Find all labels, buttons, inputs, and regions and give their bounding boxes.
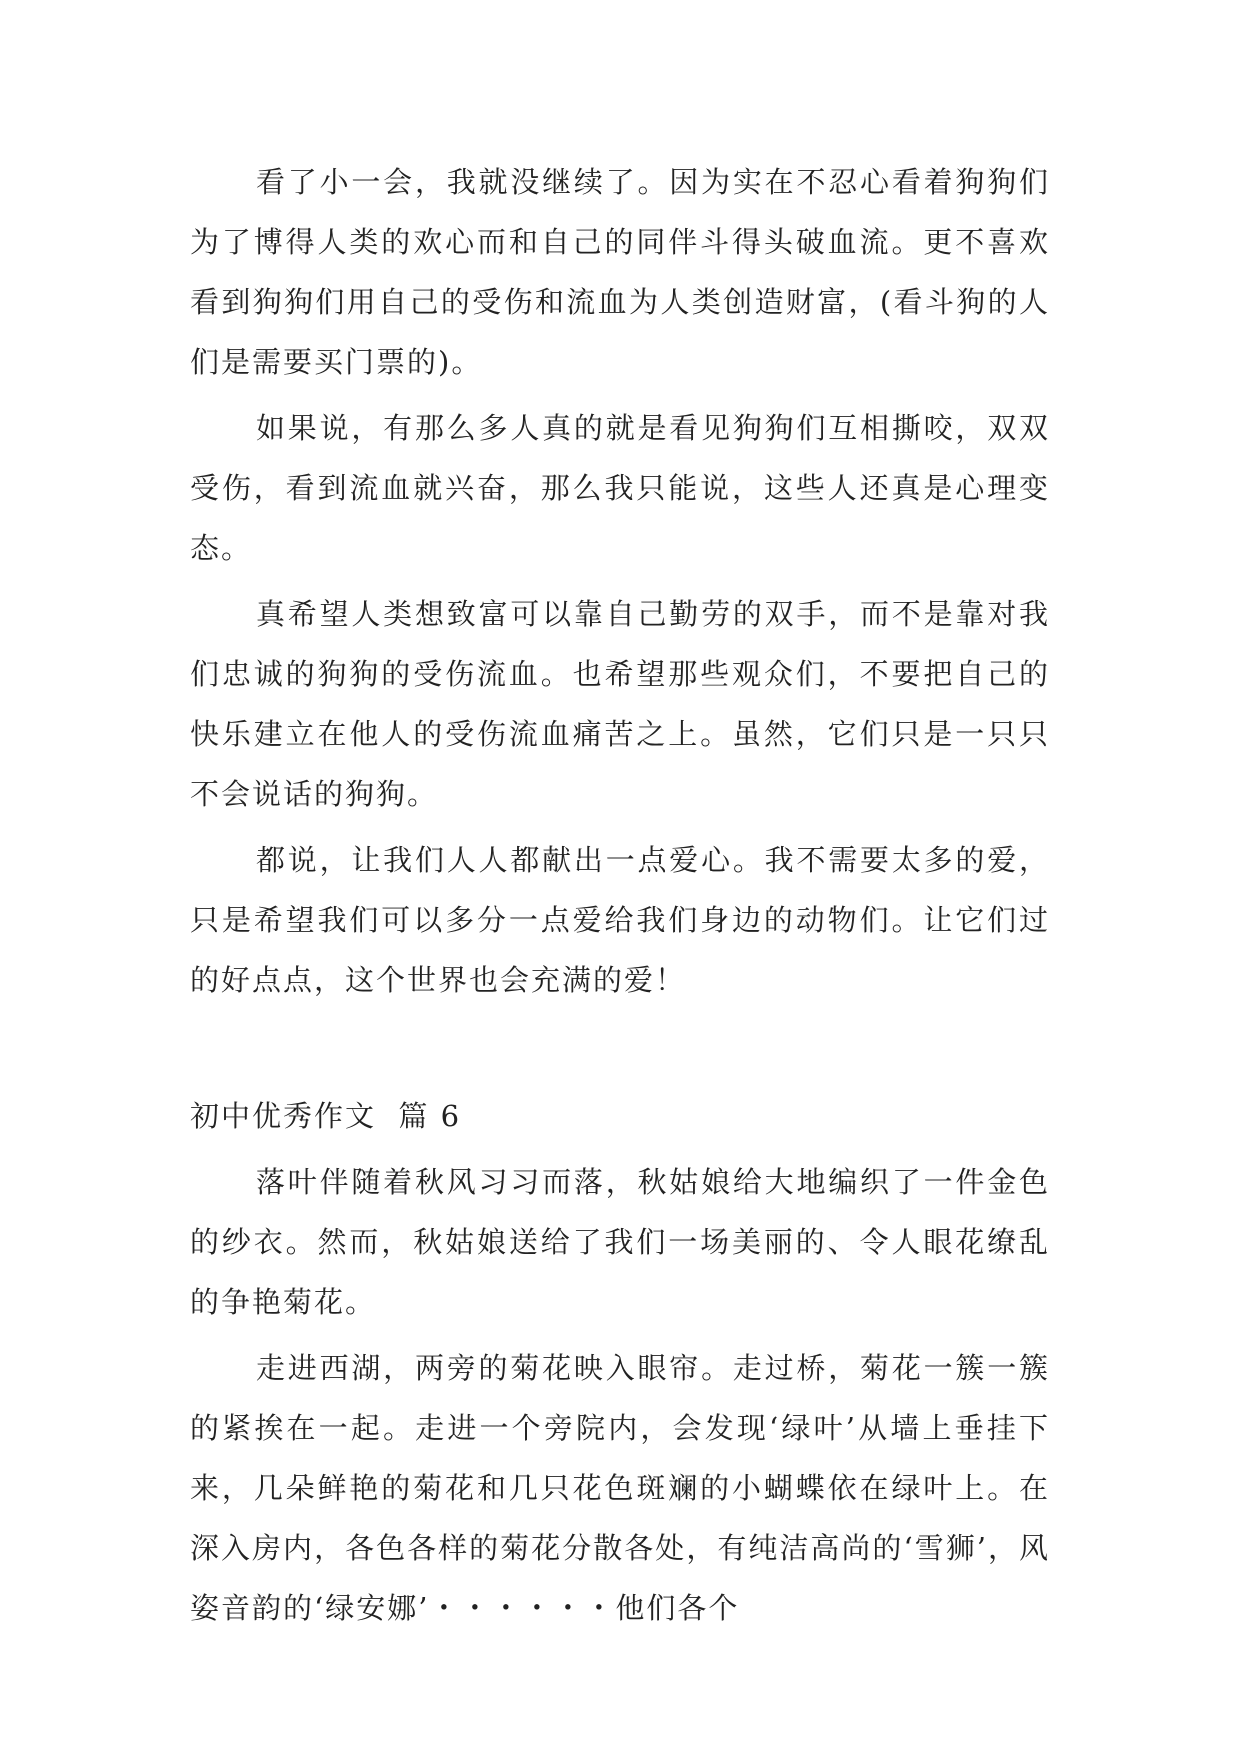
document-body [190, 152, 1050, 1638]
paragraph-1: 看了小一会，我就没继续了。因为实在不忍心看着狗狗们为了博得人类的欢心而和自己的同伴斗得头破血流。更不喜欢看到狗狗们用自己的受伤和流血为人类创造财富，(看斗狗的人们是需要买门票的)。 [190, 165, 1050, 379]
paragraph-4: 都说，让我们人人都献出一点爱心。我不需要太多的爱，只是希望我们可以多分一点爱给我们身边的动物们。让它们过的好点点，这个世界也会充满的爱！ [190, 843, 1050, 997]
paragraph-5: 落叶伴随着秋风习习而落，秋姑娘给大地编织了一件金色的纱衣。然而，秋姑娘送给了我们一场美丽的、令人眼花缭乱的争艳菊花。 [190, 1165, 1050, 1319]
paragraph-3: 真希望人类想致富可以靠自己勤劳的双手，而不是靠对我们忠诚的狗狗的受伤流血。也希望那些观众们，不要把自己的快乐建立在他人的受伤流血痛苦之上。虽然，它们只是一只只不会说话的狗狗。 [190, 597, 1050, 811]
paragraph-6: 走进西湖，两旁的菊花映入眼帘。走过桥，菊花一簇一簇的紧挨在一起。走进一个旁院内，会发现‘绿叶’从墙上垂挂下来，几朵鲜艳的菊花和几只花色斑斓的小蝴蝶依在绿叶上。在深入房内，各色各样的菊花分散各处，有纯洁高尚的‘雪狮’，风姿音韵的‘绿安娜’・・・・・・他们各个 [190, 1351, 1050, 1625]
section-heading: 初中优秀作文 篇 6 [190, 1099, 462, 1133]
paragraph-2: 如果说，有那么多人真的就是看见狗狗们互相撕咬，双双受伤，看到流血就兴奋，那么我只能说，这些人还真是心理变态。 [190, 411, 1050, 565]
